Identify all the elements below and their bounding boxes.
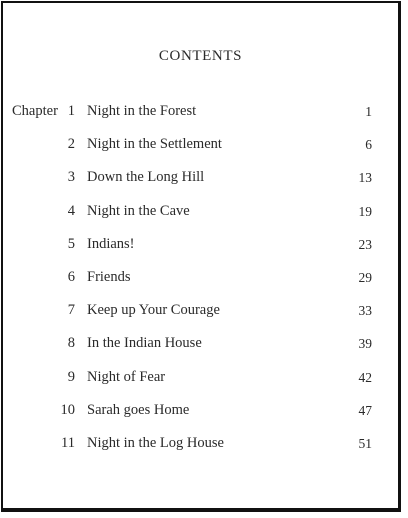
toc-entry <box>3 331 398 364</box>
toc-entry <box>3 298 398 331</box>
toc-entry <box>3 165 398 198</box>
page-number: 1 <box>365 104 372 119</box>
toc-entry <box>3 99 398 132</box>
chapter-title: Down the Long Hill <box>87 169 205 186</box>
chapter-number: 1 <box>67 103 75 119</box>
page-number: 13 <box>358 170 372 186</box>
toc-entry <box>3 232 398 265</box>
toc-entry <box>3 199 398 232</box>
toc-entry <box>3 431 398 464</box>
chapter-number: 4 <box>67 202 75 219</box>
contents-heading: CONTENTS <box>158 48 243 64</box>
page-number: 23 <box>358 236 372 252</box>
chapter-title: Night of Fear <box>87 368 166 385</box>
chapter-title: Sarah goes Home <box>87 401 190 418</box>
page-number: 51 <box>358 435 372 451</box>
chapter-title: Night in the Log House <box>87 434 224 451</box>
page-number: 47 <box>358 402 372 418</box>
chapter-number: 7 <box>67 302 75 319</box>
toc-entry <box>3 365 398 398</box>
chapter-title: Indians! <box>87 235 135 252</box>
chapter-number: 8 <box>67 335 75 352</box>
chapter-title: Night in the Settlement <box>87 136 222 153</box>
chapter-title: Night in the Forest <box>87 103 197 119</box>
chapter-number: 3 <box>67 169 75 186</box>
page-number: 39 <box>358 336 372 352</box>
book-page <box>1 1 401 512</box>
chapter-title: Night in the Cave <box>87 202 190 219</box>
chapter-number: 6 <box>67 268 75 285</box>
chapter-label: Chapter <box>12 103 58 119</box>
chapter-title: Keep up Your Courage <box>87 302 220 319</box>
page-number: 42 <box>358 369 372 385</box>
chapter-number: 10 <box>60 401 75 418</box>
contents-list <box>3 99 398 464</box>
chapter-number: 9 <box>67 368 75 385</box>
toc-entry <box>3 398 398 431</box>
page-number: 6 <box>365 137 372 153</box>
page-number: 29 <box>358 269 372 285</box>
chapter-number: 5 <box>67 235 75 252</box>
page-number: 19 <box>358 203 372 219</box>
chapter-number: 2 <box>67 136 75 153</box>
toc-entry <box>3 132 398 165</box>
chapter-title: Friends <box>87 268 131 285</box>
chapter-title: In the Indian House <box>87 335 202 352</box>
toc-entry <box>3 265 398 298</box>
chapter-number: 11 <box>61 434 75 451</box>
page-number: 33 <box>358 303 372 319</box>
